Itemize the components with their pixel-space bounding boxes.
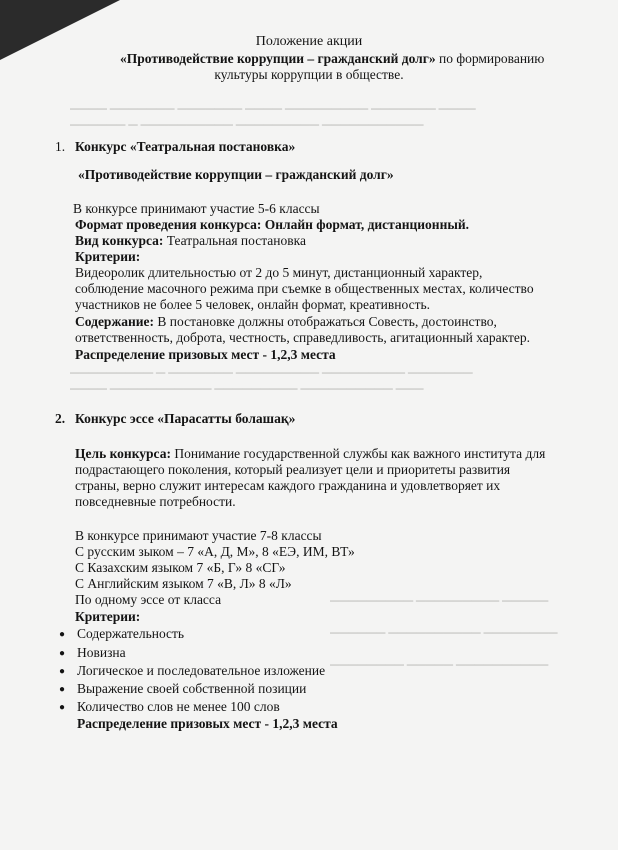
- document-page: ▁▁▁▁ ▁▁▁▁▁▁▁ ▁▁▁▁▁▁▁ ▁▁▁▁ ▁▁▁▁▁▁▁▁▁ ▁▁▁▁▁▁▁ ▁▁▁▁ ▁▁▁▁▁▁ ▁ ▁▁▁▁▁▁▁▁▁▁ ▁▁▁▁▁▁▁▁▁ ▁▁▁▁▁▁▁▁▁▁▁ ▁▁▁▁▁▁▁▁▁ ▁ ▁▁▁▁▁▁▁ ▁▁▁▁▁▁▁▁▁ ▁▁▁▁▁▁▁▁▁ ▁▁▁▁▁▁▁ ▁▁▁▁ ▁▁▁▁▁▁▁▁▁▁▁ ▁▁▁▁▁▁▁▁▁ ▁▁▁▁▁▁▁▁▁▁ ▁▁▁ ▁▁▁▁▁▁▁▁▁ ▁▁▁▁▁▁▁▁▁ ▁▁▁▁▁ ▁▁▁▁▁▁ ▁▁▁▁▁▁▁▁▁▁ ▁▁▁▁▁▁▁▁ ▁▁▁▁▁▁▁▁ ▁▁▁▁▁ ▁▁▁▁▁▁▁▁▁▁ Положение акции «Противодействие коррупции – гражданский долг» по формированию культуры коррупции в обществе. 1. Конкурс «Театральная постановка» «Противодействие коррупции – гражданский долг» В конкурсе принимают участие 5-6 классы Формат проведения конкурса: Онлайн формат, дистанционный. Вид конкурса: Театральная постановка Критерии: Видеоролик длительностью от 2 до 5 минут, дистанционный характер, соблюдение масочного режима при съемке в общественных местах, количество участников не более 5 человек, онлайн формат, креативность. Содержание: В постановке должны отображаться Совесть, достоинство, ответственность, доброта, честность, справедливость, агитационный характер. Распределение призовых мест - 1,2,3 места 2. Конкурс эссе «Парасатты болашақ» Цель конкурса: Понимание государственной службы как важного института для подрастающего поколения, который реализует цели и приоритеты развития страны, верно служит интересам каждого гражданина и удовлетворяет их повседневные потребности. В конкурсе принимают участие 7-8 классы С русским зыком – 7 «А, Д, М», 8 «ЕЭ, ИМ, ВТ» С Казахским языком 7 «Б, Г» 8 «СГ» С Английским языком 7 «В, Л» 8 «Л» По одному эссе от класса Критерии: ● Содержательность ● Новизна ● Логическое и последовательное изложение ● Выражение своей собственной позиции ● Количество слов не менее 100 слов Распределение призовых мест - 1,2,3 места: [0, 0, 618, 850]
- section2-criteria-label: Критерии:: [75, 609, 141, 624]
- section2-participants: В конкурсе принимают участие 7-8 классы: [75, 528, 322, 543]
- section1-content-line: ответственность, доброта, честность, справедливость, агитационный характер.: [75, 330, 530, 345]
- bullet-icon: ●: [59, 629, 66, 640]
- criteria-item: Новизна: [77, 645, 126, 660]
- section1-criteria-line: участников не более 5 человек, онлайн формат, креативность.: [75, 297, 431, 312]
- section2-number: 2.: [55, 411, 66, 426]
- criteria-item: Содержательность: [77, 626, 185, 641]
- section1-participants: В конкурсе принимают участие 5-6 классы: [73, 201, 320, 216]
- bullet-icon: ●: [59, 702, 66, 713]
- section2-prizes: Распределение призовых мест - 1,2,3 места: [77, 716, 338, 731]
- section1-format: Формат проведения конкурса: Онлайн формат, дистанционный.: [75, 217, 470, 232]
- section1-theme: «Противодействие коррупции – гражданский долг»: [78, 167, 394, 182]
- section1-criteria-label: Критерии:: [75, 249, 141, 264]
- section2-class-line: По одному эссе от класса: [75, 592, 222, 607]
- section2-goal-line: страны, верно служит интересам каждого гражданина и удовлетворяет их: [75, 478, 501, 493]
- section1-content: Содержание: В постановке должны отображаться Совесть, достоинство,: [75, 314, 497, 329]
- criteria-item: Логическое и последовательное изложение: [77, 663, 326, 678]
- bullet-icon: ●: [59, 684, 66, 695]
- section2-goal: Цель конкурса: Понимание государственной службы как важного института для: [75, 446, 546, 461]
- bullet-icon: ●: [59, 648, 66, 659]
- campaign-name: «Противодействие коррупции – гражданский долг»: [120, 51, 436, 66]
- document-subtitle: «Противодействие коррупции – гражданский долг» по формированию: [120, 51, 545, 66]
- document-title: Положение акции: [255, 34, 363, 49]
- document-subtitle-line2: культуры коррупции в обществе.: [214, 67, 404, 82]
- section2-heading: Конкурс эссе «Парасатты болашақ»: [75, 411, 296, 426]
- section1-criteria-line: соблюдение масочного режима при съемке в общественных местах, количество: [75, 281, 534, 296]
- section1-criteria-line: Видеоролик длительностью от 2 до 5 минут, дистанционный характер,: [75, 265, 483, 280]
- section2-goal-line: подрастающего поколения, который реализует цели и приоритеты развития: [75, 462, 511, 477]
- criteria-item: Выражение своей собственной позиции: [77, 681, 307, 696]
- section2-goal-line: повседневные потребности.: [75, 494, 236, 509]
- bullet-icon: ●: [59, 666, 66, 677]
- bleed-through: ▁▁▁▁ ▁▁▁▁▁▁▁ ▁▁▁▁▁▁▁ ▁▁▁▁ ▁▁▁▁▁▁▁▁▁ ▁▁▁▁▁▁▁ ▁▁▁▁: [70, 96, 476, 110]
- section2-class-line: С Английским языком 7 «В, Л» 8 «Л»: [75, 576, 292, 591]
- scan-corner-shadow: [0, 0, 120, 60]
- section2-class-line: С русским зыком – 7 «А, Д, М», 8 «ЕЭ, ИМ, ВТ»: [75, 544, 355, 559]
- section1-heading: Конкурс «Театральная постановка»: [75, 139, 296, 154]
- section2-class-line: С Казахским языком 7 «Б, Г» 8 «СГ»: [75, 560, 286, 575]
- section1-prizes: Распределение призовых мест - 1,2,3 места: [75, 347, 336, 362]
- section1-type: Вид конкурса: Театральная постановка: [75, 233, 306, 248]
- section1-number: 1.: [55, 139, 66, 154]
- criteria-item: Количество слов не менее 100 слов: [77, 699, 280, 714]
